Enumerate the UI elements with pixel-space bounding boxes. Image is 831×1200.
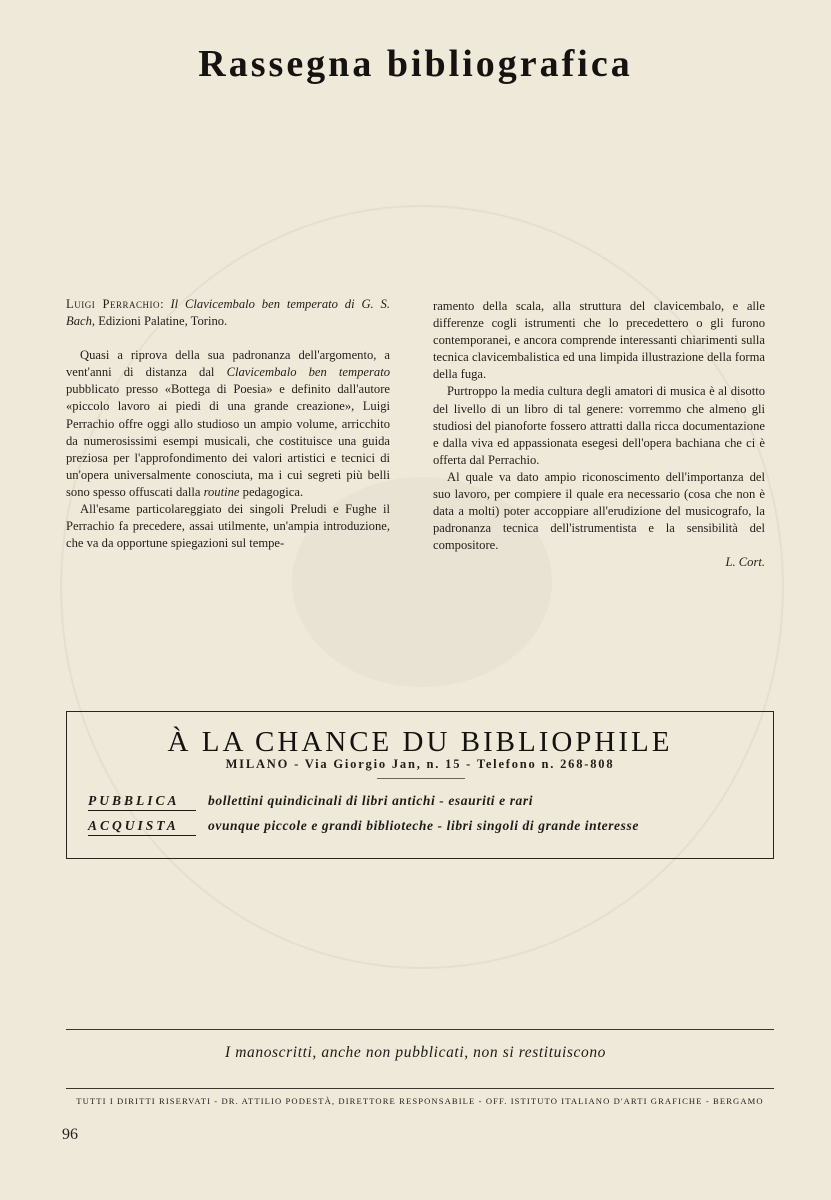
ad-title: À LA CHANCE DU BIBLIOPHILE bbox=[167, 726, 673, 758]
page-number: 96 bbox=[62, 1126, 78, 1143]
ad-row-key: PUBBLICA bbox=[88, 793, 196, 811]
review-author: Luigi Perrachio bbox=[66, 297, 161, 311]
ad-row-text: ovunque piccole e grandi biblioteche - libri singoli di grande interesse bbox=[208, 818, 639, 833]
review-text: Quasi a riprova della sua padronanza dell'argomento, a vent'anni di distanza dal bbox=[66, 348, 390, 380]
review-heading bbox=[66, 296, 390, 330]
review-signature: L. Cort. bbox=[725, 555, 765, 570]
review-book-title: Il Clavicembalo ben temperato di G. S. Bach bbox=[66, 297, 391, 329]
ad-address: MILANO - Via Giorgio Jan, n. 15 - Telefono n. 268-808 bbox=[225, 757, 615, 771]
review-text: pedagogica. bbox=[239, 484, 304, 499]
divider-line bbox=[66, 1029, 774, 1030]
review-text: pubblicato presso «Bottega di Poesia» e definito dall'autore «piccolo lavoro ai piedi di una grande creazione», Luigi Perrachio offre oggi allo studioso un ampio volume, arricchito da numerosissimi esempi musicali, che costituisce una guida preziosa per l'approfondimento dei valori artistici e tecnici di un'opera universalmente conosciuta, ma i cui segreti più belli sono spesso offuscati dalla bbox=[66, 382, 390, 499]
review-publisher: , Edizioni Palatine, Torino. bbox=[91, 314, 228, 329]
review-paragraph-4: Al quale va dato ampio riconoscimento dell'importanza del suo lavoro, per compiere il quale era necessario (cosa che non è data a molti) poter accoppiare all'erudizione del musicografo, la padronanza tecnica dell'istrumentista e la sensibilità del compositore. bbox=[433, 469, 765, 553]
review-paragraph-2-end: ramento della scala, alla struttura del clavicembalo, e alle differenze cogli istrumenti che lo precedettero o gli furono contemporanei, e ancora comprende interessanti chiarimenti sulla tecnica clavicembalistica ed una limpida illustrazione della forma della fuga. bbox=[433, 299, 765, 382]
ad-row-text: bollettini quindicinali di libri antichi - esauriti e rari bbox=[208, 793, 534, 808]
review-column-right bbox=[433, 298, 765, 572]
ad-row-key: ACQUISTA bbox=[88, 818, 196, 836]
review-paragraph-1 bbox=[66, 347, 390, 501]
page-title: Rassegna bibliografica bbox=[198, 43, 633, 85]
review-emphasis: Clavicembalo ben temperato bbox=[226, 365, 390, 380]
review-column-left bbox=[66, 296, 390, 552]
review-paragraph-3: Purtroppo la media cultura degli amatori di musica è al disotto del livello di un libro di tal genere: vorremmo che almeno gli studiosi del pianoforte fossero attratti dalla ricca documentazione e dalla viva ed appassionata esegesi dell'opera bachiana che ci è offerta dal Perrachio. bbox=[433, 384, 765, 467]
footer-divider bbox=[66, 1088, 774, 1089]
manuscripts-notice: I manoscritti, anche non pubblicati, non si restituiscono bbox=[224, 1044, 607, 1061]
review-author-separator: : bbox=[160, 297, 171, 311]
bookshop-advertisement bbox=[66, 711, 774, 859]
ad-divider bbox=[377, 778, 465, 779]
review-emphasis: routine bbox=[203, 484, 240, 499]
imprint-footer: TUTTI I DIRITTI RISERVATI - DR. ATTILIO PODESTÀ, DIRETTORE RESPONSABILE - OFF. ISTITUTO ITALIANO D'ARTI GRAFICHE - BERGAMO bbox=[76, 1096, 764, 1106]
ad-row-publish bbox=[88, 793, 533, 811]
review-paragraph-2-start: All'esame particolareggiato dei singoli Preludi e Fughe il Perrachio fa precedere, assai utilmente, un'ampia introduzione, che va da opportune spiegazioni sul tempe- bbox=[66, 502, 390, 551]
ad-row-acquire bbox=[88, 818, 639, 836]
